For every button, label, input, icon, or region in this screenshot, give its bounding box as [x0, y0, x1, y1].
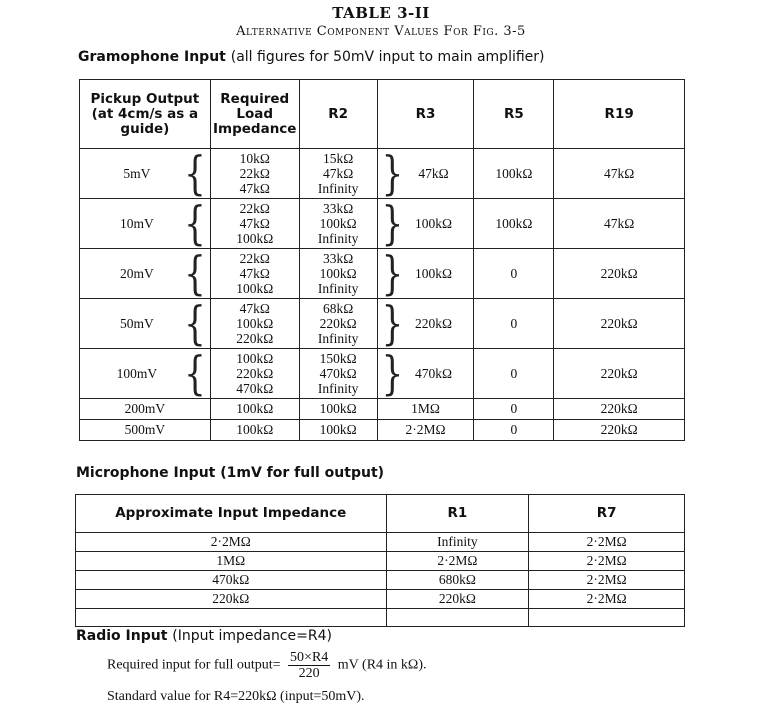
required-load-cell	[210, 299, 299, 349]
r19-cell: 220kΩ	[554, 249, 685, 299]
r7-cell: 2·2MΩ	[529, 533, 685, 552]
r2-cell	[299, 199, 377, 249]
microphone-table	[75, 494, 685, 627]
pickup-cell: 200mV	[80, 399, 211, 420]
r1-cell: Infinity	[386, 533, 529, 552]
radio-heading-label: Radio Input	[76, 628, 168, 644]
r5-cell: 0	[474, 349, 554, 399]
r2-value: 47kΩ	[323, 166, 354, 181]
r2-value: 33kΩ	[323, 201, 354, 216]
load-value: 470kΩ	[236, 381, 274, 396]
formula-denominator: 220	[298, 666, 320, 681]
r2-value: 100kΩ	[319, 266, 357, 281]
pickup-output-cell	[80, 196, 211, 251]
r7-cell: 2·2MΩ	[529, 552, 685, 571]
load-cell: 100kΩ	[210, 399, 299, 420]
header-r7: R7	[529, 495, 685, 533]
r3-value: 100kΩ	[414, 215, 453, 231]
spacer-cell	[76, 609, 387, 627]
header-r3: R3	[377, 80, 474, 149]
header-approx-impedance: Approximate Input Impedance	[76, 495, 387, 533]
r5-cell: 100kΩ	[474, 149, 554, 199]
r3-cell: 2·2MΩ	[377, 420, 474, 441]
r2-value: Infinity	[317, 281, 359, 296]
left-brace-icon: {	[184, 346, 206, 401]
right-brace-icon: }	[381, 346, 404, 401]
load-value: 220kΩ	[236, 331, 274, 346]
impedance-cell: 470kΩ	[76, 571, 387, 590]
r7-cell: 2·2MΩ	[529, 590, 685, 609]
gramophone-heading-label: Gramophone Input	[78, 49, 226, 65]
load-value: 22kΩ	[239, 201, 270, 216]
radio-formula	[107, 650, 426, 681]
microphone-header-row	[76, 495, 685, 533]
r2-cell	[299, 299, 377, 349]
left-brace-icon: {	[184, 296, 206, 351]
r19-cell: 220kΩ	[554, 299, 685, 349]
r5-cell: 0	[474, 249, 554, 299]
table-row	[80, 149, 685, 199]
r19-cell: 220kΩ	[554, 399, 685, 420]
right-brace-icon: }	[381, 296, 404, 351]
table-row	[76, 533, 685, 552]
r3-value: 100kΩ	[414, 265, 453, 281]
table-row	[80, 399, 685, 420]
right-brace-icon: }	[381, 196, 404, 251]
table-row	[80, 420, 685, 441]
r5-cell: 0	[474, 399, 554, 420]
spacer-cell	[529, 609, 685, 627]
header-pickup-line-2: (at 4cm/s as a	[91, 105, 199, 122]
gramophone-heading-note: (all figures for 50mV input to main amplifier)	[230, 49, 545, 65]
load-value: 220kΩ	[236, 366, 274, 381]
table-row-spacer	[76, 609, 685, 627]
r2-value: 100kΩ	[319, 216, 357, 231]
load-value: 22kΩ	[239, 251, 270, 266]
header-load-line-2: Impedance	[213, 120, 297, 137]
r19-cell: 220kΩ	[554, 349, 685, 399]
table-row	[80, 349, 685, 399]
impedance-cell: 220kΩ	[76, 590, 387, 609]
pickup-output-value: 100mV	[116, 365, 158, 381]
microphone-heading: Microphone Input (1mV for full output)	[76, 465, 385, 481]
r7-cell: 2·2MΩ	[529, 571, 685, 590]
required-load-cell	[210, 199, 299, 249]
radio-heading-note: (Input impedance=R4)	[172, 628, 332, 644]
load-value: 22kΩ	[239, 166, 270, 181]
formula-suffix: mV (R4 in kΩ).	[337, 657, 427, 673]
load-value: 47kΩ	[239, 216, 270, 231]
impedance-cell: 1MΩ	[76, 552, 387, 571]
r19-cell: 47kΩ	[554, 199, 685, 249]
r3-cell	[377, 146, 474, 201]
formula-numerator: 50×R4	[290, 650, 329, 665]
required-load-cell	[210, 349, 299, 399]
r3-cell	[377, 246, 474, 301]
load-value: 10kΩ	[239, 151, 270, 166]
r1-cell: 220kΩ	[386, 590, 529, 609]
r2-value: Infinity	[317, 331, 359, 346]
table-row	[76, 552, 685, 571]
gramophone-table	[79, 79, 685, 441]
r5-cell: 0	[474, 420, 554, 441]
right-brace-icon: }	[381, 246, 404, 301]
load-value: 100kΩ	[236, 231, 274, 246]
pickup-output-cell	[80, 146, 211, 201]
table-row	[80, 199, 685, 249]
header-pickup-line-3: guide)	[120, 120, 170, 137]
r1-cell: 2·2MΩ	[386, 552, 529, 571]
r2-value: 150kΩ	[319, 351, 357, 366]
header-r19: R19	[554, 80, 685, 149]
pickup-output-cell	[80, 246, 211, 301]
r2-value: Infinity	[317, 231, 359, 246]
header-pickup-line-1: Pickup Output	[90, 90, 200, 107]
left-brace-icon: {	[184, 196, 206, 251]
pickup-cell: 500mV	[80, 420, 211, 441]
r2-cell	[299, 149, 377, 199]
radio-heading	[76, 628, 332, 644]
header-required-load	[210, 80, 299, 149]
r2-value: 33kΩ	[323, 251, 354, 266]
pickup-output-value: 10mV	[120, 215, 154, 231]
table-subtitle: Alternative Component Values For Fig. 3-5	[236, 24, 526, 39]
load-value: 100kΩ	[236, 316, 274, 331]
r2-value: 470kΩ	[319, 366, 357, 381]
pickup-output-cell	[80, 346, 211, 401]
left-brace-icon: {	[184, 146, 206, 201]
r3-value: 47kΩ	[418, 165, 449, 181]
pickup-output-value: 5mV	[123, 165, 151, 181]
table-row	[80, 249, 685, 299]
r3-cell	[377, 296, 474, 351]
r1-cell: 680kΩ	[386, 571, 529, 590]
r2-value: Infinity	[317, 381, 359, 396]
r2-value: 68kΩ	[323, 301, 354, 316]
radio-standard-value: Standard value for R4=220kΩ (input=50mV).	[107, 689, 365, 704]
r19-cell: 47kΩ	[554, 149, 685, 199]
pickup-output-cell	[80, 296, 211, 351]
r5-cell: 0	[474, 299, 554, 349]
pickup-output-value: 50mV	[120, 315, 154, 331]
header-pickup-output	[80, 80, 211, 149]
spacer-cell	[386, 609, 529, 627]
impedance-cell: 2·2MΩ	[76, 533, 387, 552]
formula-fraction	[288, 650, 330, 681]
header-r5: R5	[474, 80, 554, 149]
load-value: 100kΩ	[236, 351, 274, 366]
header-r2: R2	[299, 80, 377, 149]
r3-value: 470kΩ	[414, 365, 453, 381]
table-row	[76, 571, 685, 590]
pickup-output-value: 20mV	[120, 265, 154, 281]
load-value: 100kΩ	[236, 281, 274, 296]
table-title: TABLE 3-II	[332, 4, 430, 22]
r3-cell: 1MΩ	[377, 399, 474, 420]
left-brace-icon: {	[184, 246, 206, 301]
gramophone-header-row	[80, 80, 685, 149]
r2-value: 220kΩ	[319, 316, 357, 331]
r2-value: 15kΩ	[323, 151, 354, 166]
r3-value: 220kΩ	[414, 315, 453, 331]
r3-cell	[377, 346, 474, 401]
load-value: 47kΩ	[239, 181, 270, 196]
r2-cell: 100kΩ	[299, 420, 377, 441]
load-value: 47kΩ	[239, 301, 270, 316]
load-cell: 100kΩ	[210, 420, 299, 441]
r2-cell	[299, 249, 377, 299]
required-load-cell	[210, 149, 299, 199]
r3-cell	[377, 196, 474, 251]
required-load-cell	[210, 249, 299, 299]
header-load-line-1: Required Load	[220, 90, 290, 122]
table-row	[80, 299, 685, 349]
header-r1: R1	[386, 495, 529, 533]
right-brace-icon: }	[381, 146, 404, 201]
load-value: 47kΩ	[239, 266, 270, 281]
gramophone-heading	[78, 49, 545, 65]
r2-cell	[299, 349, 377, 399]
r2-cell: 100kΩ	[299, 399, 377, 420]
r19-cell: 220kΩ	[554, 420, 685, 441]
formula-prefix: Required input for full output=	[107, 657, 281, 673]
table-row	[76, 590, 685, 609]
r2-value: Infinity	[317, 181, 359, 196]
r5-cell: 100kΩ	[474, 199, 554, 249]
